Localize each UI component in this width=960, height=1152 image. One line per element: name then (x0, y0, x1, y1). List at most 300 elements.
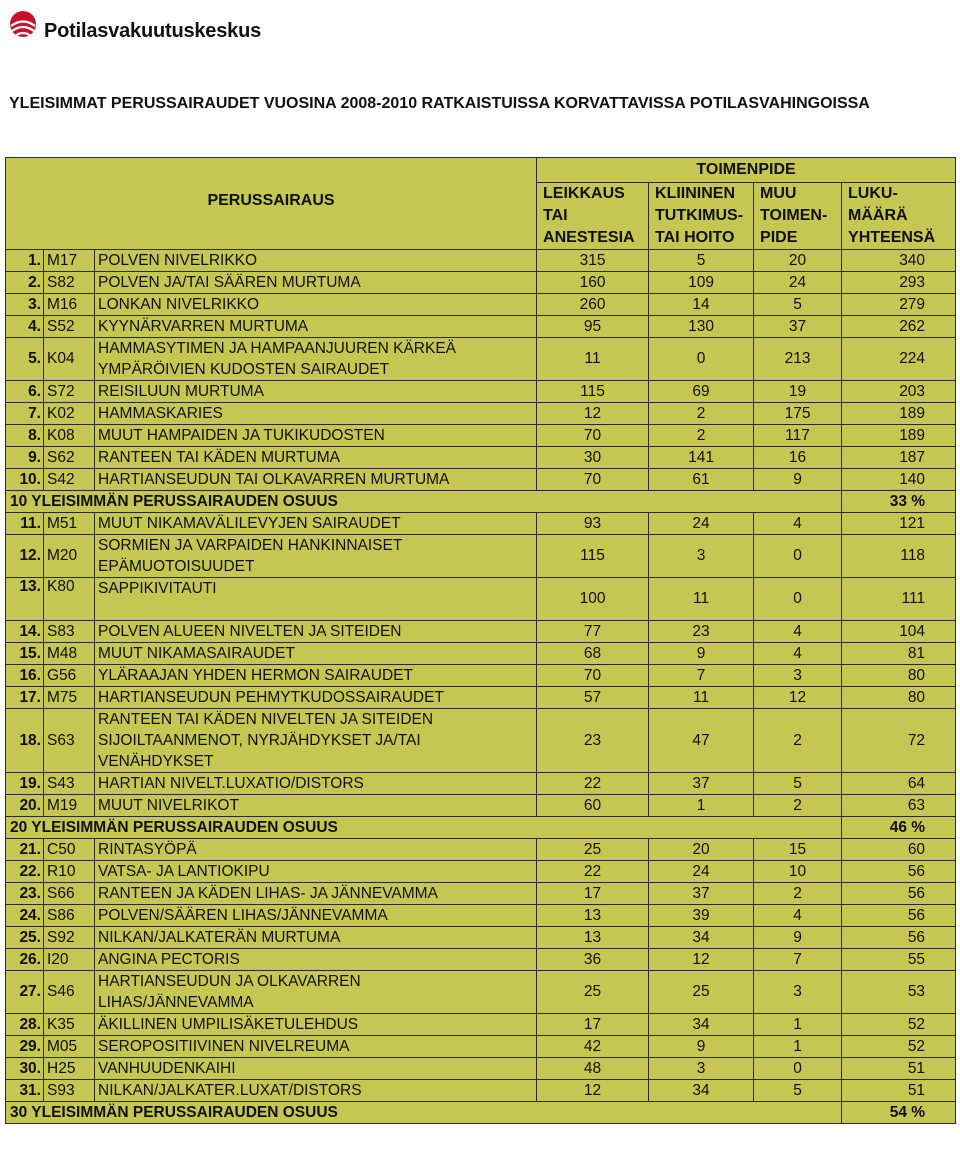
value-kliininen: 61 (649, 469, 754, 491)
name-line: HAMMASYTIMEN JA HAMPAANJUUREN KÄRKEÄ (98, 340, 456, 357)
value-leikkaus: 48 (537, 1058, 649, 1080)
value-leikkaus: 30 (537, 447, 649, 469)
table-row (6, 469, 956, 491)
diagnosis-name (95, 839, 537, 861)
value-kliininen: 7 (649, 665, 754, 687)
table-row (6, 403, 956, 425)
value-muu: 5 (754, 773, 842, 795)
row-number: 10. (6, 469, 44, 491)
name-line: HARTIANSEUDUN JA OLKAVARREN (98, 973, 361, 990)
value-yhteensa: 118 (842, 535, 956, 578)
value-yhteensa: 80 (842, 665, 956, 687)
value-kliininen: 11 (649, 578, 754, 621)
header-col-muu: MUU TOIMEN- PIDE (754, 183, 842, 250)
value-leikkaus: 115 (537, 381, 649, 403)
value-leikkaus: 17 (537, 883, 649, 905)
diagnosis-name (95, 905, 537, 927)
logo-mark-icon (8, 9, 38, 53)
value-kliininen: 34 (649, 927, 754, 949)
value-yhteensa: 203 (842, 381, 956, 403)
value-kliininen: 23 (649, 621, 754, 643)
value-muu: 19 (754, 381, 842, 403)
value-leikkaus: 12 (537, 1080, 649, 1102)
name-line: VENÄHDYKSET (98, 753, 214, 770)
table-row (6, 1014, 956, 1036)
diagnosis-name (95, 447, 537, 469)
diagnosis-code: M16 (44, 294, 95, 316)
value-leikkaus: 11 (537, 338, 649, 381)
value-leikkaus: 22 (537, 773, 649, 795)
value-muu: 24 (754, 272, 842, 294)
value-muu: 16 (754, 447, 842, 469)
row-number: 15. (6, 643, 44, 665)
diagnosis-name (95, 469, 537, 491)
value-kliininen: 9 (649, 1036, 754, 1058)
value-kliininen: 37 (649, 773, 754, 795)
value-yhteensa: 121 (842, 513, 956, 535)
diagnosis-code: C50 (44, 839, 95, 861)
value-leikkaus: 70 (537, 469, 649, 491)
value-kliininen: 1 (649, 795, 754, 817)
value-kliininen: 9 (649, 643, 754, 665)
table-row (6, 294, 956, 316)
row-number: 12. (6, 535, 44, 578)
name-line: VATSA- JA LANTIOKIPU (98, 863, 270, 880)
table-row (6, 578, 956, 621)
name-line: HAMMASKARIES (98, 405, 223, 422)
diagnosis-name (95, 316, 537, 338)
name-line: ANGINA PECTORIS (98, 951, 240, 968)
diagnosis-name (95, 643, 537, 665)
value-leikkaus: 36 (537, 949, 649, 971)
diagnosis-code: S83 (44, 621, 95, 643)
table-row (6, 621, 956, 643)
value-muu: 4 (754, 621, 842, 643)
row-number: 21. (6, 839, 44, 861)
row-number: 30. (6, 1058, 44, 1080)
value-kliininen: 47 (649, 709, 754, 773)
row-number: 20. (6, 795, 44, 817)
value-leikkaus: 25 (537, 839, 649, 861)
diagnosis-name (95, 294, 537, 316)
value-leikkaus: 68 (537, 643, 649, 665)
value-kliininen: 25 (649, 971, 754, 1014)
value-yhteensa: 64 (842, 773, 956, 795)
header-toimenpide: TOIMENPIDE (537, 158, 956, 183)
diagnosis-code: S66 (44, 883, 95, 905)
row-number: 16. (6, 665, 44, 687)
diagnosis-name (95, 773, 537, 795)
value-muu: 175 (754, 403, 842, 425)
diagnosis-code: K08 (44, 425, 95, 447)
value-yhteensa: 340 (842, 250, 956, 272)
brand-logo (8, 6, 261, 56)
value-kliininen: 34 (649, 1080, 754, 1102)
diagnosis-name (95, 971, 537, 1014)
row-number: 4. (6, 316, 44, 338)
value-yhteensa: 56 (842, 861, 956, 883)
name-line: YMPÄRÖIVIEN KUDOSTEN SAIRAUDET (98, 361, 390, 378)
value-leikkaus: 115 (537, 535, 649, 578)
name-line: MUUT HAMPAIDEN JA TUKIKUDOSTEN (98, 427, 385, 444)
value-leikkaus: 160 (537, 272, 649, 294)
table-row (6, 338, 956, 381)
value-yhteensa: 56 (842, 883, 956, 905)
diagnosis-code: S46 (44, 971, 95, 1014)
table-row (6, 513, 956, 535)
diagnosis-code: K35 (44, 1014, 95, 1036)
value-muu: 5 (754, 1080, 842, 1102)
diagnosis-name (95, 425, 537, 447)
name-line: NILKAN/JALKATERÄN MURTUMA (98, 929, 341, 946)
diagnosis-name (95, 883, 537, 905)
value-yhteensa: 140 (842, 469, 956, 491)
row-number: 7. (6, 403, 44, 425)
value-leikkaus: 13 (537, 905, 649, 927)
row-number: 22. (6, 861, 44, 883)
row-number: 5. (6, 338, 44, 381)
value-muu: 9 (754, 469, 842, 491)
value-leikkaus: 95 (537, 316, 649, 338)
diagnosis-code: H25 (44, 1058, 95, 1080)
diagnosis-code: S86 (44, 905, 95, 927)
name-line: EPÄMUOTOISUUDET (98, 558, 255, 575)
row-number: 11. (6, 513, 44, 535)
diagnosis-code: K80 (44, 578, 95, 621)
value-muu: 20 (754, 250, 842, 272)
diagnosis-code: M20 (44, 535, 95, 578)
value-muu: 1 (754, 1036, 842, 1058)
summary-percent: 33 % (842, 491, 956, 513)
value-kliininen: 69 (649, 381, 754, 403)
value-kliininen: 130 (649, 316, 754, 338)
table-row (6, 883, 956, 905)
value-leikkaus: 42 (537, 1036, 649, 1058)
name-line: RANTEEN JA KÄDEN LIHAS- JA JÄNNEVAMMA (98, 885, 438, 902)
name-line: HARTIAN NIVELT.LUXATIO/DISTORS (98, 775, 364, 792)
value-muu: 0 (754, 578, 842, 621)
table-row (6, 535, 956, 578)
diagnosis-name (95, 795, 537, 817)
value-muu: 2 (754, 709, 842, 773)
row-number: 3. (6, 294, 44, 316)
row-number: 26. (6, 949, 44, 971)
header-col-yhteensa: LUKU- MÄÄRÄ YHTEENSÄ (842, 183, 956, 250)
value-leikkaus: 60 (537, 795, 649, 817)
diagnosis-code: G56 (44, 665, 95, 687)
value-kliininen: 5 (649, 250, 754, 272)
value-muu: 5 (754, 294, 842, 316)
diagnosis-name (95, 578, 537, 621)
name-line: SAPPIKIVITAUTI (98, 580, 217, 597)
name-line: REISILUUN MURTUMA (98, 383, 264, 400)
value-muu: 9 (754, 927, 842, 949)
value-muu: 15 (754, 839, 842, 861)
summary-label: 20 YLEISIMMÄN PERUSSAIRAUDEN OSUUS (6, 817, 842, 839)
diagnosis-code: M19 (44, 795, 95, 817)
diagnosis-name (95, 1014, 537, 1036)
table-row (6, 1036, 956, 1058)
value-kliininen: 37 (649, 883, 754, 905)
value-muu: 0 (754, 535, 842, 578)
diagnosis-code: R10 (44, 861, 95, 883)
table-row (6, 795, 956, 817)
row-number: 13. (6, 578, 44, 621)
name-line: VANHUUDENKAIHI (98, 1060, 236, 1077)
name-line: POLVEN ALUEEN NIVELTEN JA SITEIDEN (98, 623, 402, 640)
diagnosis-code: S43 (44, 773, 95, 795)
value-kliininen: 3 (649, 535, 754, 578)
diagnosis-code: M75 (44, 687, 95, 709)
logo-text: Potilasvakuutuskeskus (44, 19, 262, 42)
value-yhteensa: 55 (842, 949, 956, 971)
name-line: ÄKILLINEN UMPILISÄKETULEHDUS (98, 1016, 359, 1033)
summary-percent: 46 % (842, 817, 956, 839)
name-line: RANTEEN TAI KÄDEN MURTUMA (98, 449, 340, 466)
value-muu: 7 (754, 949, 842, 971)
diagnosis-name (95, 709, 537, 773)
value-yhteensa: 52 (842, 1014, 956, 1036)
summary-row (6, 491, 956, 513)
diagnosis-name (95, 665, 537, 687)
diagnosis-name (95, 272, 537, 294)
table-row (6, 381, 956, 403)
table-row (6, 949, 956, 971)
value-yhteensa: 262 (842, 316, 956, 338)
diagnosis-code: S92 (44, 927, 95, 949)
diagnosis-code: M51 (44, 513, 95, 535)
value-kliininen: 2 (649, 425, 754, 447)
value-kliininen: 24 (649, 513, 754, 535)
table-row (6, 1058, 956, 1080)
value-yhteensa: 52 (842, 1036, 956, 1058)
value-kliininen: 12 (649, 949, 754, 971)
row-number: 18. (6, 709, 44, 773)
value-leikkaus: 70 (537, 665, 649, 687)
value-leikkaus: 17 (537, 1014, 649, 1036)
name-line: POLVEN JA/TAI SÄÄREN MURTUMA (98, 274, 361, 291)
diagnosis-table (5, 157, 956, 1124)
summary-row (6, 817, 956, 839)
diagnosis-name (95, 687, 537, 709)
diagnosis-name (95, 338, 537, 381)
value-leikkaus: 23 (537, 709, 649, 773)
table-row (6, 773, 956, 795)
table-row (6, 1080, 956, 1102)
diagnosis-code: K02 (44, 403, 95, 425)
value-yhteensa: 53 (842, 971, 956, 1014)
row-number: 23. (6, 883, 44, 905)
diagnosis-name (95, 1036, 537, 1058)
value-yhteensa: 56 (842, 905, 956, 927)
name-line: LIHAS/JÄNNEVAMMA (98, 994, 254, 1011)
value-kliininen: 14 (649, 294, 754, 316)
diagnosis-name (95, 381, 537, 403)
row-number: 24. (6, 905, 44, 927)
name-line: SEROPOSITIIVINEN NIVELREUMA (98, 1038, 350, 1055)
value-leikkaus: 100 (537, 578, 649, 621)
diagnosis-code: S93 (44, 1080, 95, 1102)
diagnosis-code: M17 (44, 250, 95, 272)
value-muu: 3 (754, 665, 842, 687)
table-row (6, 665, 956, 687)
table-row (6, 709, 956, 773)
summary-label: 30 YLEISIMMÄN PERUSSAIRAUDEN OSUUS (6, 1102, 842, 1124)
value-kliininen: 141 (649, 447, 754, 469)
table-row (6, 927, 956, 949)
value-muu: 0 (754, 1058, 842, 1080)
table-row (6, 250, 956, 272)
value-yhteensa: 72 (842, 709, 956, 773)
name-line: POLVEN NIVELRIKKO (98, 252, 258, 269)
value-leikkaus: 57 (537, 687, 649, 709)
diagnosis-name (95, 250, 537, 272)
diagnosis-name (95, 927, 537, 949)
diagnosis-code: S63 (44, 709, 95, 773)
value-muu: 4 (754, 643, 842, 665)
diagnosis-name (95, 1058, 537, 1080)
value-kliininen: 11 (649, 687, 754, 709)
table-row (6, 425, 956, 447)
diagnosis-code: S72 (44, 381, 95, 403)
value-kliininen: 3 (649, 1058, 754, 1080)
value-muu: 213 (754, 338, 842, 381)
table-row (6, 971, 956, 1014)
value-muu: 4 (754, 513, 842, 535)
header-col-kliininen: KLIININEN TUTKIMUS- TAI HOITO (649, 183, 754, 250)
value-muu: 12 (754, 687, 842, 709)
name-line: YLÄRAAJAN YHDEN HERMON SAIRAUDET (98, 667, 413, 684)
row-number: 14. (6, 621, 44, 643)
diagnosis-name (95, 621, 537, 643)
header-perussairaus: PERUSSAIRAUS (6, 158, 537, 250)
diagnosis-name (95, 1080, 537, 1102)
table-row (6, 687, 956, 709)
table-row (6, 643, 956, 665)
value-kliininen: 20 (649, 839, 754, 861)
value-kliininen: 2 (649, 403, 754, 425)
diagnosis-name (95, 513, 537, 535)
diagnosis-name (95, 403, 537, 425)
row-number: 29. (6, 1036, 44, 1058)
value-yhteensa: 189 (842, 425, 956, 447)
value-yhteensa: 279 (842, 294, 956, 316)
value-kliininen: 39 (649, 905, 754, 927)
name-line: MUUT NIKAMAVÄLILEVYJEN SAIRAUDET (98, 515, 401, 532)
diagnosis-code: S52 (44, 316, 95, 338)
value-leikkaus: 315 (537, 250, 649, 272)
diagnosis-code: S62 (44, 447, 95, 469)
name-line: POLVEN/SÄÄREN LIHAS/JÄNNEVAMMA (98, 907, 388, 924)
diagnosis-code: I20 (44, 949, 95, 971)
diagnosis-code: S42 (44, 469, 95, 491)
value-muu: 10 (754, 861, 842, 883)
row-number: 28. (6, 1014, 44, 1036)
table-row (6, 861, 956, 883)
value-muu: 2 (754, 795, 842, 817)
summary-label: 10 YLEISIMMÄN PERUSSAIRAUDEN OSUUS (6, 491, 842, 513)
diagnosis-code: M05 (44, 1036, 95, 1058)
value-leikkaus: 93 (537, 513, 649, 535)
value-yhteensa: 81 (842, 643, 956, 665)
value-leikkaus: 12 (537, 403, 649, 425)
value-muu: 2 (754, 883, 842, 905)
table-row (6, 905, 956, 927)
name-line: KYYNÄRVARREN MURTUMA (98, 318, 309, 335)
value-muu: 117 (754, 425, 842, 447)
value-muu: 1 (754, 1014, 842, 1036)
value-muu: 3 (754, 971, 842, 1014)
value-yhteensa: 63 (842, 795, 956, 817)
name-line: SIJOILTAANMENOT, NYRJÄHDYKSET JA/TAI (98, 732, 421, 749)
value-leikkaus: 22 (537, 861, 649, 883)
value-leikkaus: 260 (537, 294, 649, 316)
value-muu: 4 (754, 905, 842, 927)
value-yhteensa: 187 (842, 447, 956, 469)
diagnosis-name (95, 535, 537, 578)
value-yhteensa: 293 (842, 272, 956, 294)
name-line: RINTASYÖPÄ (98, 841, 197, 858)
value-leikkaus: 25 (537, 971, 649, 1014)
table-body (6, 158, 956, 1124)
row-number: 8. (6, 425, 44, 447)
row-number: 25. (6, 927, 44, 949)
row-number: 31. (6, 1080, 44, 1102)
value-kliininen: 34 (649, 1014, 754, 1036)
name-line: SORMIEN JA VARPAIDEN HANKINNAISET (98, 537, 403, 554)
summary-row (6, 1102, 956, 1124)
name-line: MUUT NIKAMASAIRAUDET (98, 645, 295, 662)
value-yhteensa: 111 (842, 578, 956, 621)
table-row (6, 447, 956, 469)
value-muu: 37 (754, 316, 842, 338)
row-number: 1. (6, 250, 44, 272)
value-yhteensa: 51 (842, 1058, 956, 1080)
table-row (6, 272, 956, 294)
value-leikkaus: 77 (537, 621, 649, 643)
table-row (6, 839, 956, 861)
row-number: 9. (6, 447, 44, 469)
row-number: 6. (6, 381, 44, 403)
value-yhteensa: 80 (842, 687, 956, 709)
name-line: NILKAN/JALKATER.LUXAT/DISTORS (98, 1082, 362, 1099)
value-yhteensa: 56 (842, 927, 956, 949)
value-kliininen: 24 (649, 861, 754, 883)
row-number: 17. (6, 687, 44, 709)
value-yhteensa: 224 (842, 338, 956, 381)
row-number: 19. (6, 773, 44, 795)
value-kliininen: 109 (649, 272, 754, 294)
diagnosis-code: M48 (44, 643, 95, 665)
diagnosis-name (95, 949, 537, 971)
row-number: 2. (6, 272, 44, 294)
value-leikkaus: 13 (537, 927, 649, 949)
name-line: MUUT NIVELRIKOT (98, 797, 239, 814)
diagnosis-name (95, 861, 537, 883)
value-yhteensa: 104 (842, 621, 956, 643)
value-leikkaus: 70 (537, 425, 649, 447)
name-line: HARTIANSEUDUN PEHMYTKUDOSSAIRAUDET (98, 689, 444, 706)
diagnosis-code: K04 (44, 338, 95, 381)
table-row (6, 316, 956, 338)
diagnosis-code: S82 (44, 272, 95, 294)
name-line: HARTIANSEUDUN TAI OLKAVARREN MURTUMA (98, 471, 450, 488)
value-kliininen: 0 (649, 338, 754, 381)
header-col-leikkaus: LEIKKAUS TAI ANESTESIA (537, 183, 649, 250)
row-number: 27. (6, 971, 44, 1014)
page-title: YLEISIMMAT PERUSSAIRAUDET VUOSINA 2008-2010 RATKAISTUISSA KORVATTAVISSA POTILASVAHINGOISSA (9, 95, 870, 112)
name-line: RANTEEN TAI KÄDEN NIVELTEN JA SITEIDEN (98, 711, 434, 728)
